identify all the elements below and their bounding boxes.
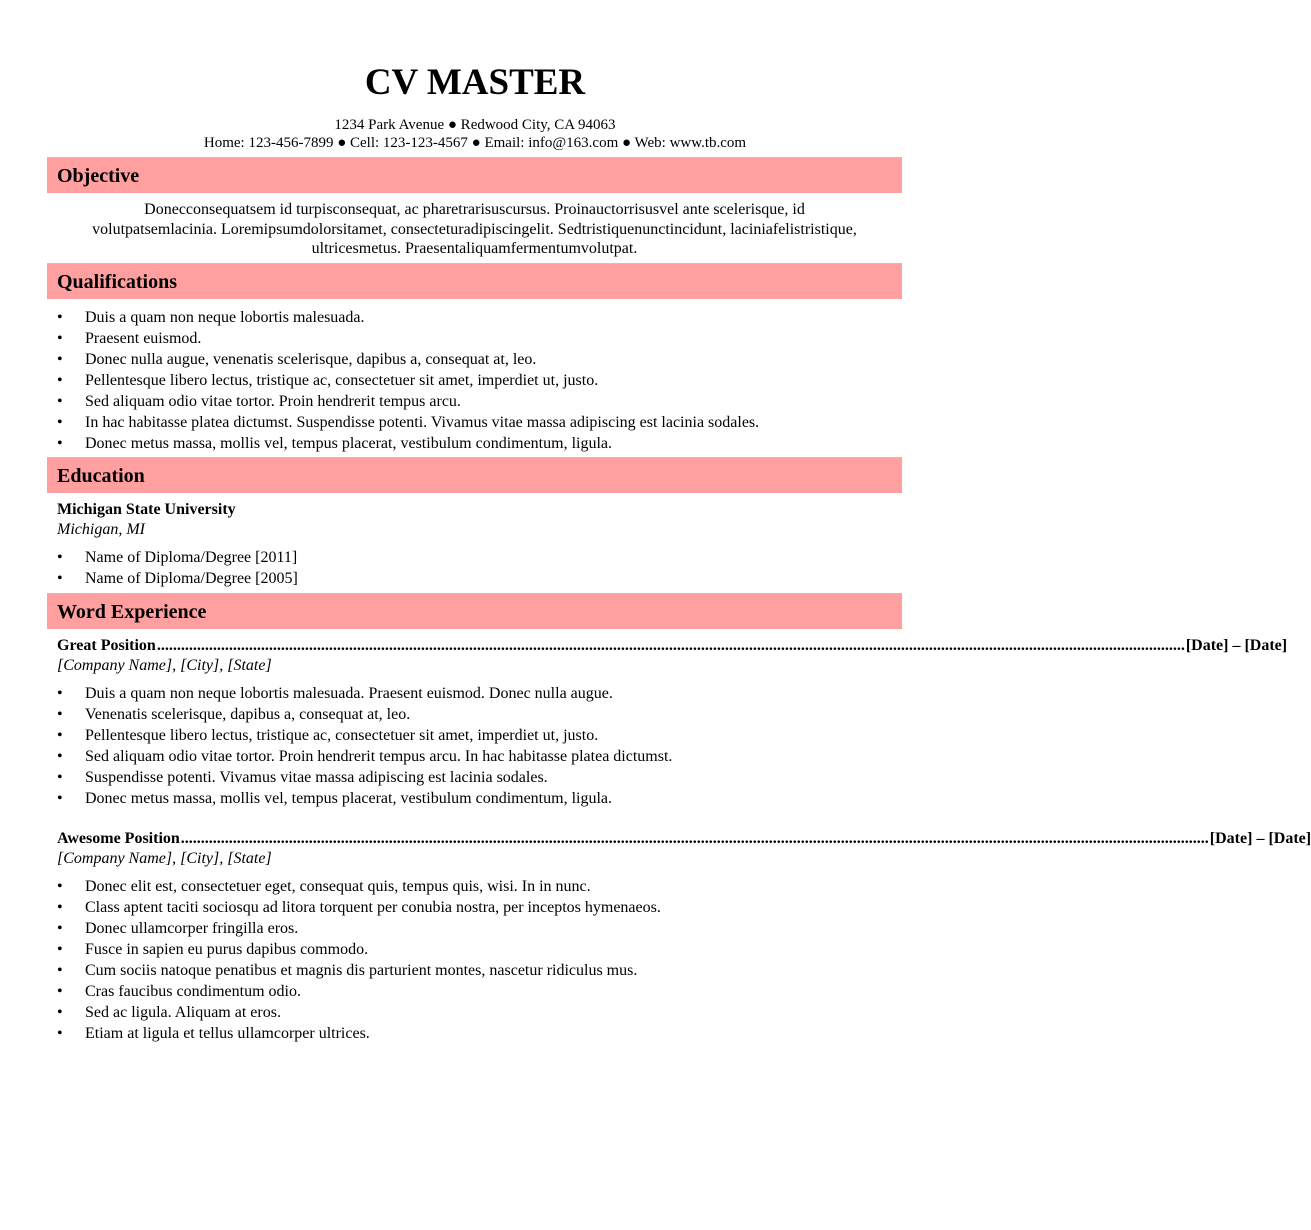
list-item: • Class aptent taciti sociosqu ad litora torquent per conubia nostra, per inceptos hymenaeos. [57, 897, 897, 918]
job-dates: [Date] – [Date] [1185, 637, 1288, 654]
list-item: • Name of Diploma/Degree [2005] [57, 568, 897, 589]
objective-line: ultricesmetus. Praesentaliquamfermentumvolutpat. [311, 240, 638, 257]
job-title: Awesome Position [57, 830, 180, 847]
education-section-header [47, 457, 902, 493]
contact-line: Home: 123-456-7899 ● Cell: 123-123-4567 ● Email: info@163.com ● Web: www.tb.com [203, 135, 747, 151]
job-company: [Company Name], [City], [State] [57, 850, 272, 867]
list-item: • Donec elit est, consectetuer eget, consequat quis, tempus quis, wisi. In in nunc. [57, 876, 897, 897]
objective-section-header [47, 157, 902, 193]
list-item: • Fusce in sapien eu purus dapibus commodo. [57, 939, 897, 960]
list-item: • Suspendisse potenti. Vivamus vitae massa adipiscing est lacinia sodales. [57, 767, 897, 788]
objective-line: volutpatsemlacinia. Loremipsumdolorsitamet, consecteturadipiscingelit. Sedtristiquenunctincidunt, laciniafelistristique, [92, 220, 857, 238]
list-item: • Pellentesque libero lectus, tristique ac, consectetuer sit amet, imperdiet ut, justo. [57, 370, 897, 391]
list-item: • Praesent euismod. [57, 328, 897, 349]
list-item: • Donec ullamcorper fringilla eros. [57, 918, 897, 939]
list-item: • Donec metus massa, mollis vel, tempus placerat, vestibulum condimentum, ligula. [57, 788, 897, 809]
list-item: • Duis a quam non neque lobortis malesuada. Praesent euismod. Donec nulla augue. [57, 683, 897, 704]
list-item: • Etiam at ligula et tellus ullamcorper ultrices. [57, 1023, 897, 1044]
objective-line: Donecconsequatsem id turpisconsequat, ac pharetrarisuscursus. Proinauctorrisusvel ante scelerisque, id [144, 201, 805, 218]
list-item: • In hac habitasse platea dictumst. Suspendisse potenti. Vivamus vitae massa adipiscing est lacinia sodales. [57, 412, 897, 433]
objective-text [47, 200, 902, 259]
section-title: Word Experience [57, 601, 207, 623]
dot-leader: ................................................................................................................................................................................................................................................................. [156, 637, 1185, 654]
list-item: • Donec metus massa, mollis vel, tempus placerat, vestibulum condimentum, ligula. [57, 433, 897, 454]
job-heading [57, 636, 1288, 656]
list-item: • Name of Diploma/Degree [2011] [57, 547, 897, 568]
list-item: • Donec nulla augue, venenatis scelerisque, dapibus a, consequat at, leo. [57, 349, 897, 370]
qualifications-section-header [47, 263, 902, 299]
school-location: Michigan, MI [57, 521, 145, 538]
list-item: • Venenatis scelerisque, dapibus a, consequat at, leo. [57, 704, 897, 725]
list-item: • Duis a quam non neque lobortis malesuada. [57, 307, 897, 328]
list-item: • Sed aliquam odio vitae tortor. Proin hendrerit tempus arcu. [57, 391, 897, 412]
qualifications-list [57, 307, 897, 454]
job-dates: [Date] – [Date] [1209, 830, 1311, 847]
job-company: [Company Name], [City], [State] [57, 657, 272, 674]
list-item: • Sed aliquam odio vitae tortor. Proin hendrerit tempus arcu. In hac habitasse platea dictumst. [57, 746, 897, 767]
experience-section-header [47, 593, 902, 629]
dot-leader: ................................................................................................................................................................................................................................................................. [180, 830, 1209, 847]
address-line: 1234 Park Avenue ● Redwood City, CA 94063 [334, 117, 616, 133]
section-title: Education [57, 465, 145, 487]
list-item: • Pellentesque libero lectus, tristique ac, consectetuer sit amet, imperdiet ut, justo. [57, 725, 897, 746]
job-bullets [57, 876, 897, 1044]
section-title: Objective [57, 165, 140, 187]
section-title: Qualifications [57, 271, 178, 293]
school-name: Michigan State University [57, 501, 236, 518]
list-item: • Sed ac ligula. Aliquam at eros. [57, 1002, 897, 1023]
list-item: • Cras faucibus condimentum odio. [57, 981, 897, 1002]
job-heading [57, 829, 1311, 849]
degree-list [57, 547, 897, 589]
job-bullets [57, 683, 897, 809]
resume-name: CV MASTER [364, 62, 586, 103]
job-title: Great Position [57, 637, 156, 654]
list-item: • Cum sociis natoque penatibus et magnis dis parturient montes, nascetur ridiculus mus. [57, 960, 897, 981]
